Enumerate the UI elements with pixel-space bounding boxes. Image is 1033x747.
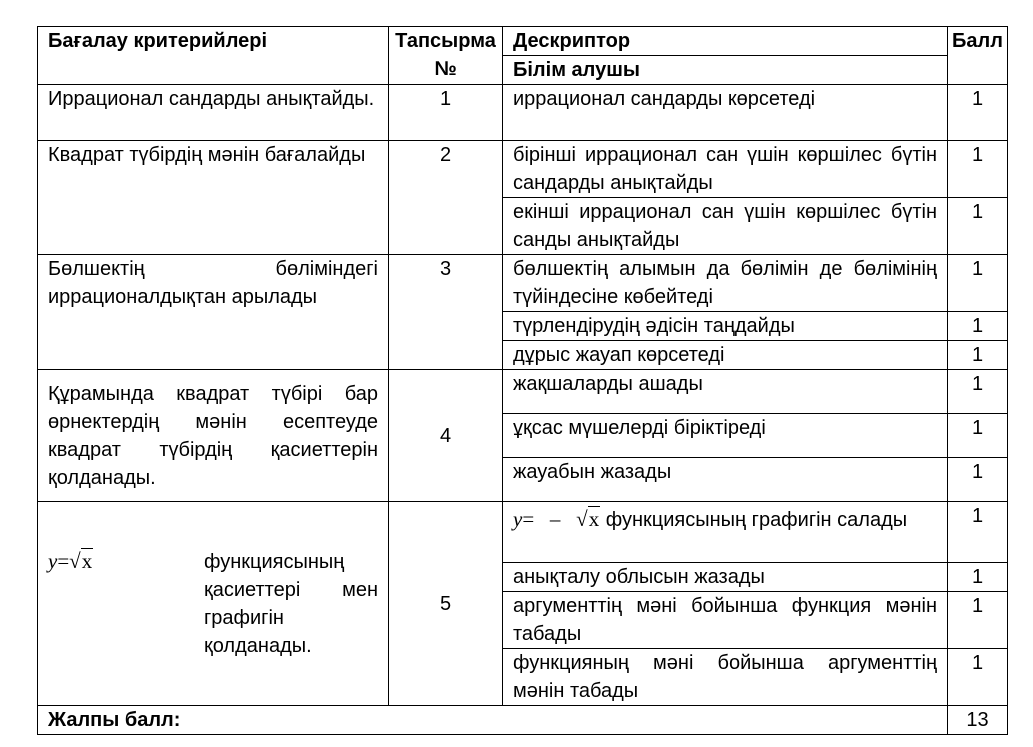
score-cell: 1 (948, 198, 1008, 255)
table-row (38, 502, 1008, 563)
header-descriptor: Дескриптор (503, 27, 948, 56)
task-number: 2 (389, 141, 503, 255)
assessment-rubric-table (37, 26, 1008, 735)
table-row (38, 141, 1008, 198)
total-value: 13 (948, 706, 1008, 735)
descriptor-cell: жақшаларды ашады (503, 370, 948, 414)
graph-formula: y= – √x (513, 507, 600, 531)
table-row (38, 85, 1008, 141)
task-number: 3 (389, 255, 503, 370)
criterion-cell: Иррационал сандарды анықтайды. (38, 85, 389, 141)
function-formula: y=√x (48, 549, 93, 573)
descriptor-cell: ұқсас мүшелерді біріктіреді (503, 414, 948, 458)
descriptor-cell: бөлшектің алымын да бөлімін де бөлімінің түйіндесіне көбейтеді (503, 255, 948, 312)
score-cell: 1 (948, 341, 1008, 370)
task-number: 4 (389, 370, 503, 502)
score-cell: 1 (948, 649, 1008, 706)
score-cell: 1 (948, 312, 1008, 341)
descriptor-cell (503, 502, 948, 563)
descriptor-cell: екінші иррационал сан үшін көршілес бүтін санды анықтайды (503, 198, 948, 255)
criterion-cell: Құрамында квадрат түбірі бар өрнектердің мәнін есептеуде квадрат түбірдің қасиеттерін қолданады. (38, 370, 389, 502)
score-cell: 1 (948, 141, 1008, 198)
table-row (38, 370, 1008, 414)
header-score: Балл (948, 27, 1008, 85)
score-cell: 1 (948, 414, 1008, 458)
criterion-cell (38, 502, 389, 706)
score-cell: 1 (948, 502, 1008, 563)
score-cell: 1 (948, 370, 1008, 414)
score-cell: 1 (948, 592, 1008, 649)
task-number: 5 (389, 502, 503, 706)
score-cell: 1 (948, 255, 1008, 312)
criterion-cell: Бөлшектің бөліміндегі иррационалдықтан арылады (38, 255, 389, 370)
header-learner: Білім алушы (503, 56, 948, 85)
score-cell: 1 (948, 458, 1008, 502)
descriptor-cell: аргументтің мәні бойынша функция мәнін табады (503, 592, 948, 649)
criterion-text: функциясының қасиеттері мен графигін қолданады. (204, 551, 378, 657)
descriptor-cell: дұрыс жауап көрсетеді (503, 341, 948, 370)
header-task-no: Тапсырма № (389, 27, 503, 85)
header-row (38, 27, 1008, 56)
descriptor-text: функциясының графигін салады (605, 509, 908, 531)
table-row (38, 255, 1008, 312)
descriptor-cell: иррационал сандарды көрсетеді (503, 85, 948, 141)
descriptor-cell: түрлендірудің әдісін таңдайды (503, 312, 948, 341)
descriptor-cell: функцияның мәні бойынша аргументтің мәнін табады (503, 649, 948, 706)
criterion-cell: Квадрат түбірдің мәнін бағалайды (38, 141, 389, 255)
descriptor-cell: жауабын жазады (503, 458, 948, 502)
header-criteria: Бағалау критерийлері (38, 27, 389, 85)
task-number: 1 (389, 85, 503, 141)
descriptor-cell: анықталу облысын жазады (503, 563, 948, 592)
total-label: Жалпы балл: (38, 706, 948, 735)
score-cell: 1 (948, 563, 1008, 592)
total-row (38, 706, 1008, 735)
descriptor-cell: бірінші иррационал сан үшін көршілес бүтін сандарды анықтайды (503, 141, 948, 198)
score-cell: 1 (948, 85, 1008, 141)
